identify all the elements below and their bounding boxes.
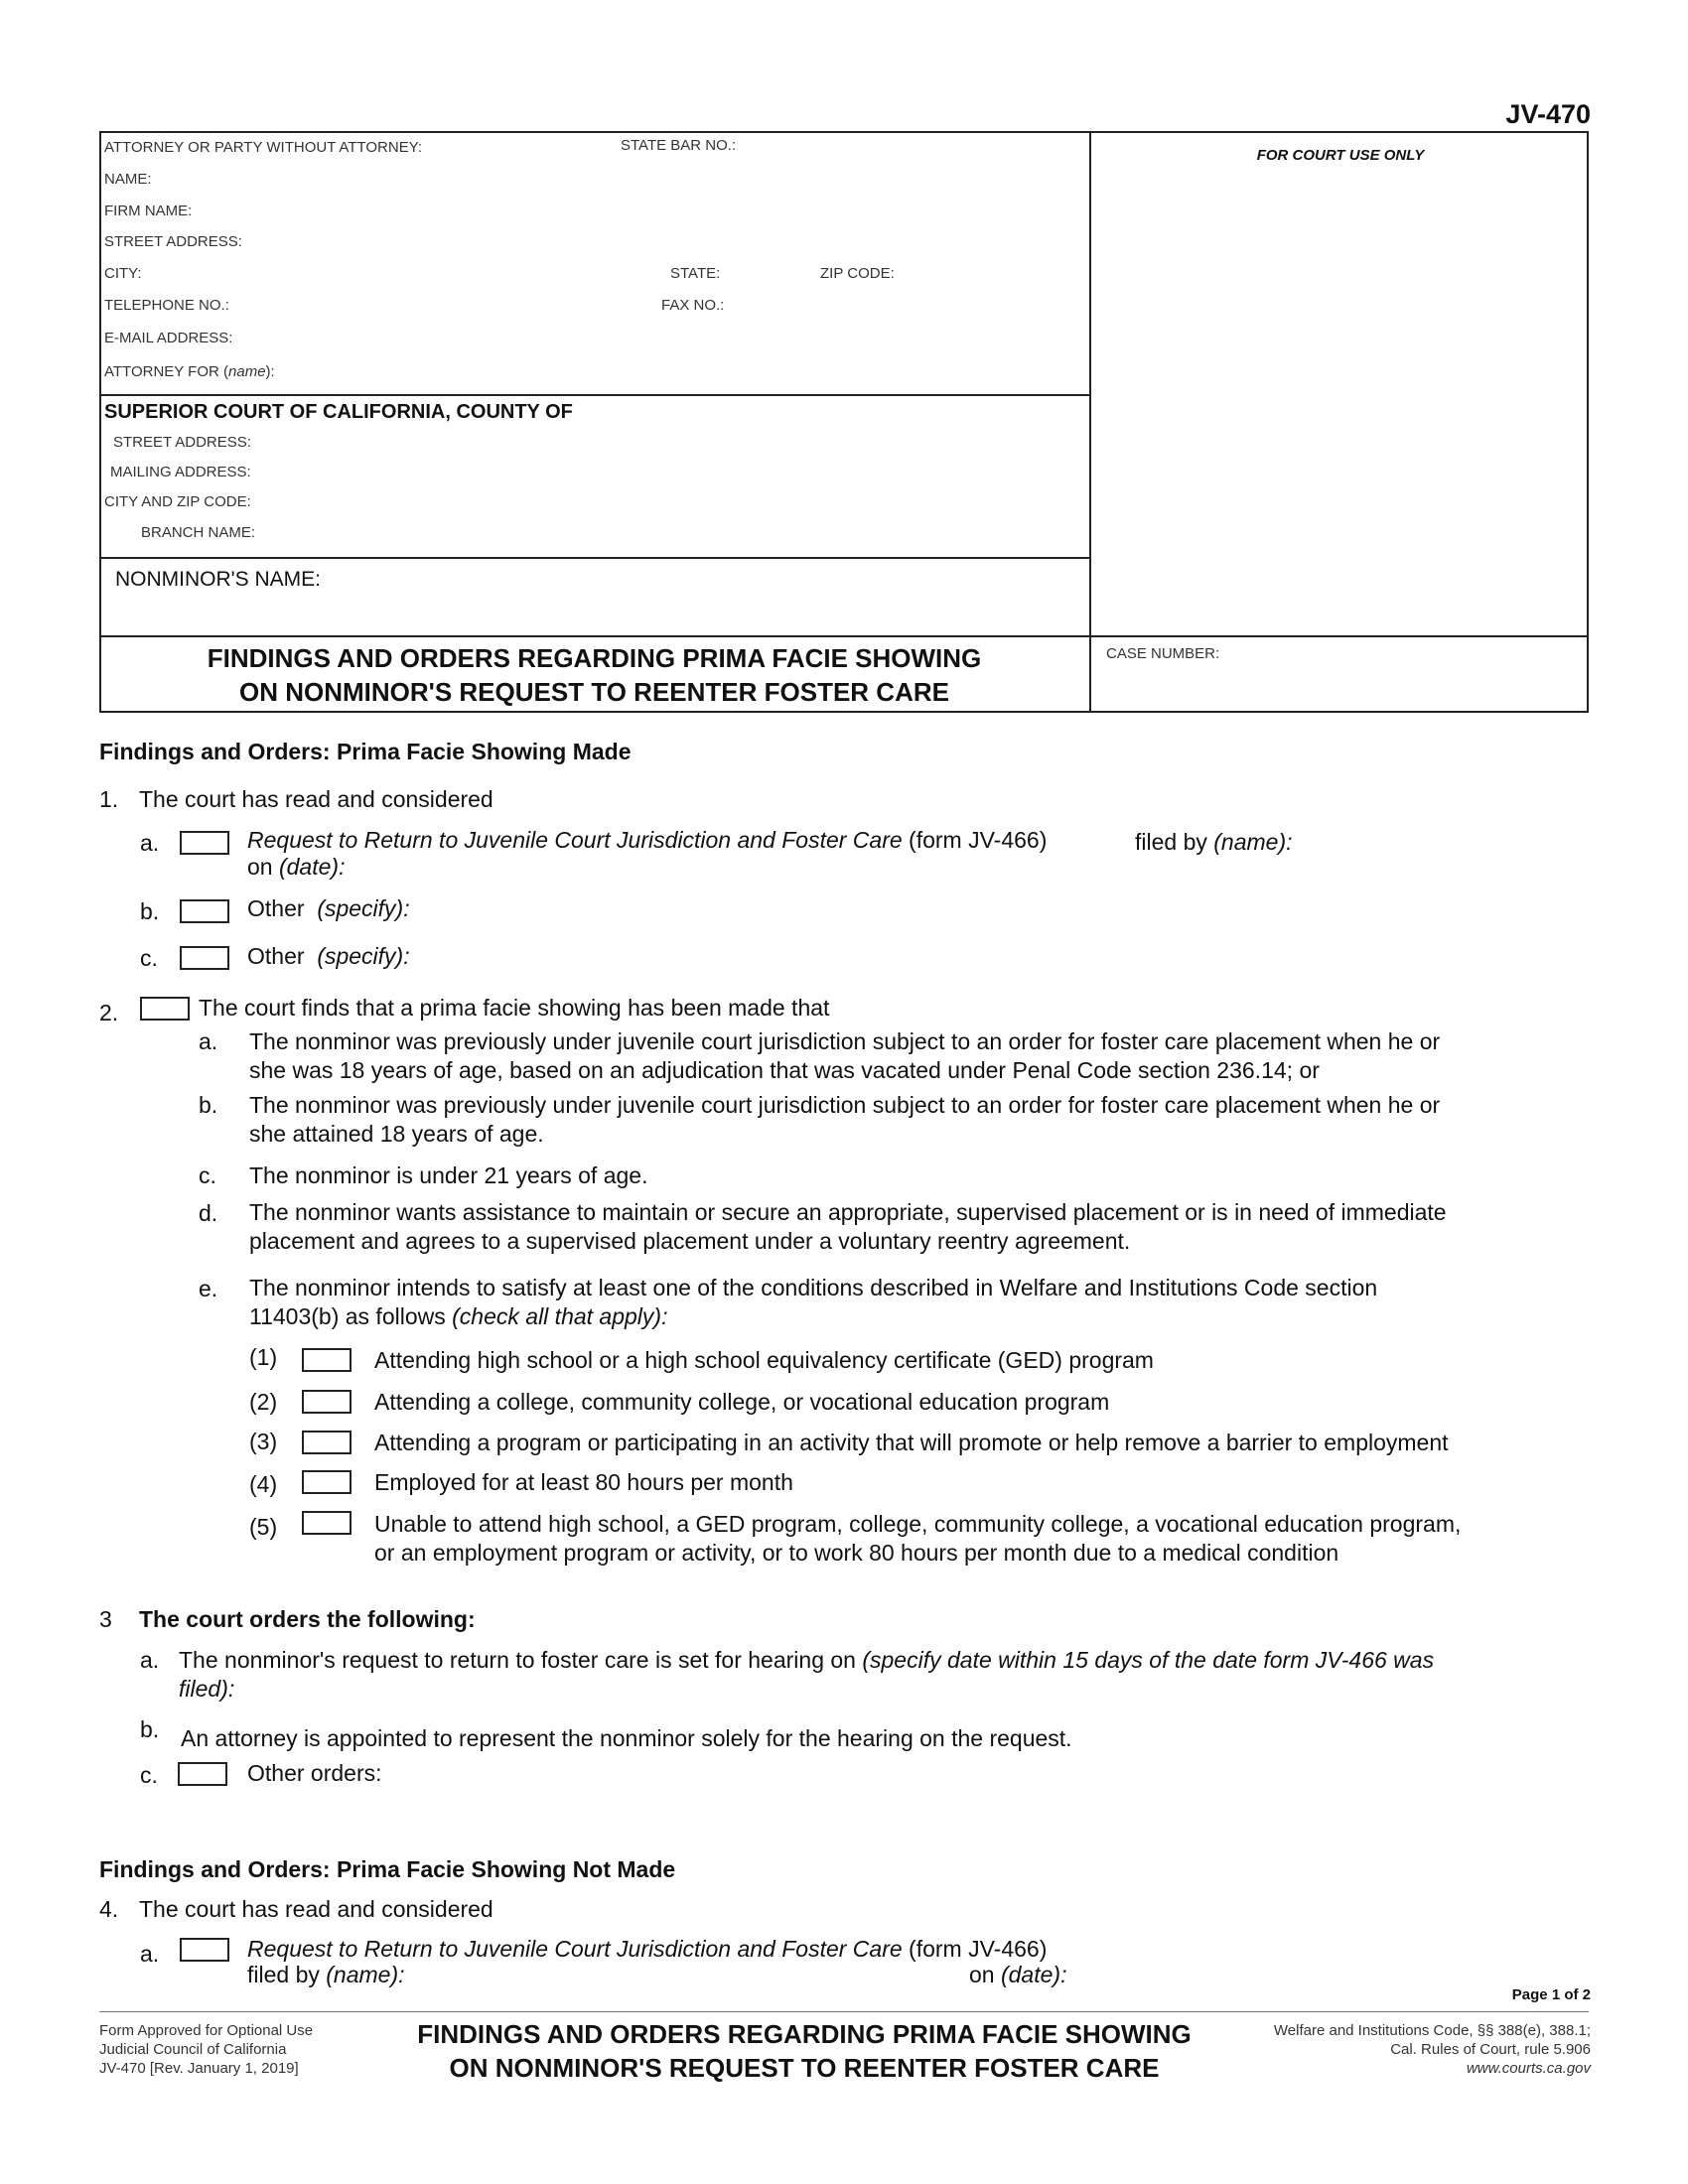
caption-divider [1089, 131, 1091, 713]
footer-title: FINDINGS AND ORDERS REGARDING PRIMA FACIE SHOWING ON NONMINOR'S REQUEST TO REENTER FOSTER CARE [417, 2019, 1192, 2083]
caption-rule-court [99, 557, 1090, 559]
court-mailing-label: MAILING ADDRESS: [110, 464, 251, 480]
condition-3-number: (3) [249, 1429, 278, 1454]
item-1-number: 1. [99, 786, 119, 812]
item-2b-letter: b. [199, 1092, 218, 1118]
item-4a-date: on (date): [969, 1962, 1067, 1987]
item-2b-line1: The nonminor was previously under juvenile court jurisdiction subject to an order for foster care placement when he or [249, 1092, 1441, 1118]
item-3b-text: An attorney is appointed to represent the nonminor solely for the hearing on the request. [181, 1725, 1072, 1751]
condition-5-number: (5) [249, 1514, 278, 1540]
footer-left: Form Approved for Optional Use Judicial Council of California JV-470 [Rev. January 1, 2019] [99, 2022, 314, 2077]
item-2-number: 2. [99, 1000, 119, 1025]
item-1b-text: Other (specify): [247, 895, 410, 921]
section-heading-made: Findings and Orders: Prima Facie Showing Made [99, 739, 632, 764]
item-2d-line2: placement and agrees to a supervised placement under a voluntary reentry agreement. [249, 1228, 1131, 1254]
condition-2-text: Attending a college, community college, or vocational education program [374, 1389, 1110, 1415]
form-title: FINDINGS AND ORDERS REGARDING PRIMA FACIE SHOWING ON NONMINOR'S REQUEST TO REENTER FOSTER CARE [207, 643, 982, 707]
caption-rule-attorney [99, 394, 1090, 396]
item-1a-letter: a. [140, 830, 160, 856]
section-heading-not-made: Findings and Orders: Prima Facie Showing Not Made [99, 1856, 676, 1882]
item-2c-letter: c. [199, 1162, 216, 1188]
branch-name-label: BRANCH NAME: [141, 524, 256, 541]
name-label: NAME: [104, 171, 152, 188]
court-street-label: STREET ADDRESS: [113, 434, 251, 451]
item-2a-line2: she was 18 years of age, based on an adjudication that was vacated under Penal Code section 236.14; or [249, 1057, 1320, 1083]
for-court-use-label: FOR COURT USE ONLY [1256, 147, 1425, 164]
state-label: STATE: [670, 265, 721, 282]
attorney-label: ATTORNEY OR PARTY WITHOUT ATTORNEY: [104, 139, 423, 156]
caption-rule-title [99, 635, 1589, 637]
condition-4-text: Employed for at least 80 hours per month [374, 1469, 793, 1495]
page-number: Page 1 of 2 [1511, 1986, 1591, 2003]
condition-5-line2: or an employment program or activity, or to work 80 hours per month due to a medical condition [374, 1540, 1339, 1566]
item-4a-letter: a. [140, 1941, 160, 1967]
item-2-checkbox[interactable] [140, 997, 190, 1021]
condition-4-checkbox[interactable] [302, 1470, 352, 1494]
condition-4-number: (4) [249, 1471, 278, 1497]
item-4a-filed-by: filed by (name): [247, 1962, 405, 1987]
item-2d-letter: d. [199, 1200, 218, 1226]
item-1c-letter: c. [140, 945, 158, 971]
zip-code-label: ZIP CODE: [820, 265, 895, 282]
item-1-text: The court has read and considered [139, 786, 493, 812]
condition-1-checkbox[interactable] [302, 1348, 352, 1372]
item-4a-checkbox[interactable] [180, 1938, 229, 1962]
firm-name-label: FIRM NAME: [104, 203, 193, 219]
attorney-for-label: ATTORNEY FOR (name): [104, 363, 275, 380]
item-3a-line1: The nonminor's request to return to foster care is set for hearing on (specify date within 15 days of the date form JV-466 was [179, 1647, 1435, 1673]
condition-1-number: (1) [249, 1344, 278, 1370]
item-2-text: The court finds that a prima facie showing has been made that [199, 995, 830, 1021]
item-4-text: The court has read and considered [139, 1896, 493, 1922]
item-2e-line1: The nonminor intends to satisfy at least one of the conditions described in Welfare and Institutions Code section [249, 1275, 1378, 1300]
item-1a-text: Request to Return to Juvenile Court Jurisdiction and Foster Care (form JV-466) [247, 827, 1048, 853]
item-2e-line2: 11403(b) as follows (check all that apply): [249, 1303, 668, 1329]
item-3-text: The court orders the following: [139, 1606, 476, 1632]
item-1b-checkbox[interactable] [180, 899, 229, 923]
item-3c-checkbox[interactable] [178, 1762, 227, 1786]
condition-5-line1: Unable to attend high school, a GED program, college, community college, a vocational education program, [374, 1511, 1462, 1537]
state-bar-label: STATE BAR NO.: [621, 137, 737, 154]
item-2a-line1: The nonminor was previously under juvenile court jurisdiction subject to an order for foster care placement when he or [249, 1028, 1441, 1054]
footer-rule [99, 2011, 1589, 2012]
item-3-number: 3 [99, 1606, 112, 1632]
item-2a-letter: a. [199, 1028, 218, 1054]
item-3a-letter: a. [140, 1647, 160, 1673]
item-2d-line1: The nonminor wants assistance to maintain or secure an appropriate, supervised placement or is in need of immediate [249, 1199, 1447, 1225]
item-3c-letter: c. [140, 1762, 158, 1788]
form-id: JV-470 [1505, 99, 1591, 129]
item-1c-text: Other (specify): [247, 943, 410, 969]
nonminor-name-label: NONMINOR'S NAME: [115, 568, 322, 591]
condition-2-number: (2) [249, 1389, 278, 1415]
item-1a-date: on (date): [247, 854, 346, 880]
item-2e-letter: e. [199, 1276, 218, 1301]
court-city-zip-label: CITY AND ZIP CODE: [104, 493, 251, 510]
item-4-number: 4. [99, 1896, 119, 1922]
condition-1-text: Attending high school or a high school equivalency certificate (GED) program [374, 1347, 1154, 1373]
item-3c-text: Other orders: [247, 1760, 382, 1786]
item-1b-letter: b. [140, 898, 160, 924]
city-label: CITY: [104, 265, 142, 282]
item-3b-letter: b. [140, 1716, 160, 1742]
email-label: E-MAIL ADDRESS: [104, 330, 233, 346]
court-title: SUPERIOR COURT OF CALIFORNIA, COUNTY OF [104, 401, 573, 423]
item-4a-text: Request to Return to Juvenile Court Jurisdiction and Foster Care (form JV-466) [247, 1936, 1048, 1962]
footer-right: Welfare and Institutions Code, §§ 388(e), 388.1; Cal. Rules of Court, rule 5.906 www.courts.ca.gov [1273, 2022, 1591, 2077]
condition-3-checkbox[interactable] [302, 1431, 352, 1454]
condition-2-checkbox[interactable] [302, 1390, 352, 1414]
telephone-label: TELEPHONE NO.: [104, 297, 229, 314]
item-2c-line1: The nonminor is under 21 years of age. [249, 1162, 648, 1188]
item-1a-filed-by: filed by (name): [1135, 829, 1293, 855]
item-2b-line2: she attained 18 years of age. [249, 1121, 544, 1147]
condition-5-checkbox[interactable] [302, 1511, 352, 1535]
fax-label: FAX NO.: [661, 297, 725, 314]
case-number-label: CASE NUMBER: [1106, 645, 1220, 662]
condition-3-text: Attending a program or participating in an activity that will promote or help remove a barrier to employment [374, 1430, 1449, 1455]
item-1a-checkbox[interactable] [180, 831, 229, 855]
item-3a-line2: filed): [179, 1676, 235, 1702]
item-1c-checkbox[interactable] [180, 946, 229, 970]
street-address-label: STREET ADDRESS: [104, 233, 242, 250]
